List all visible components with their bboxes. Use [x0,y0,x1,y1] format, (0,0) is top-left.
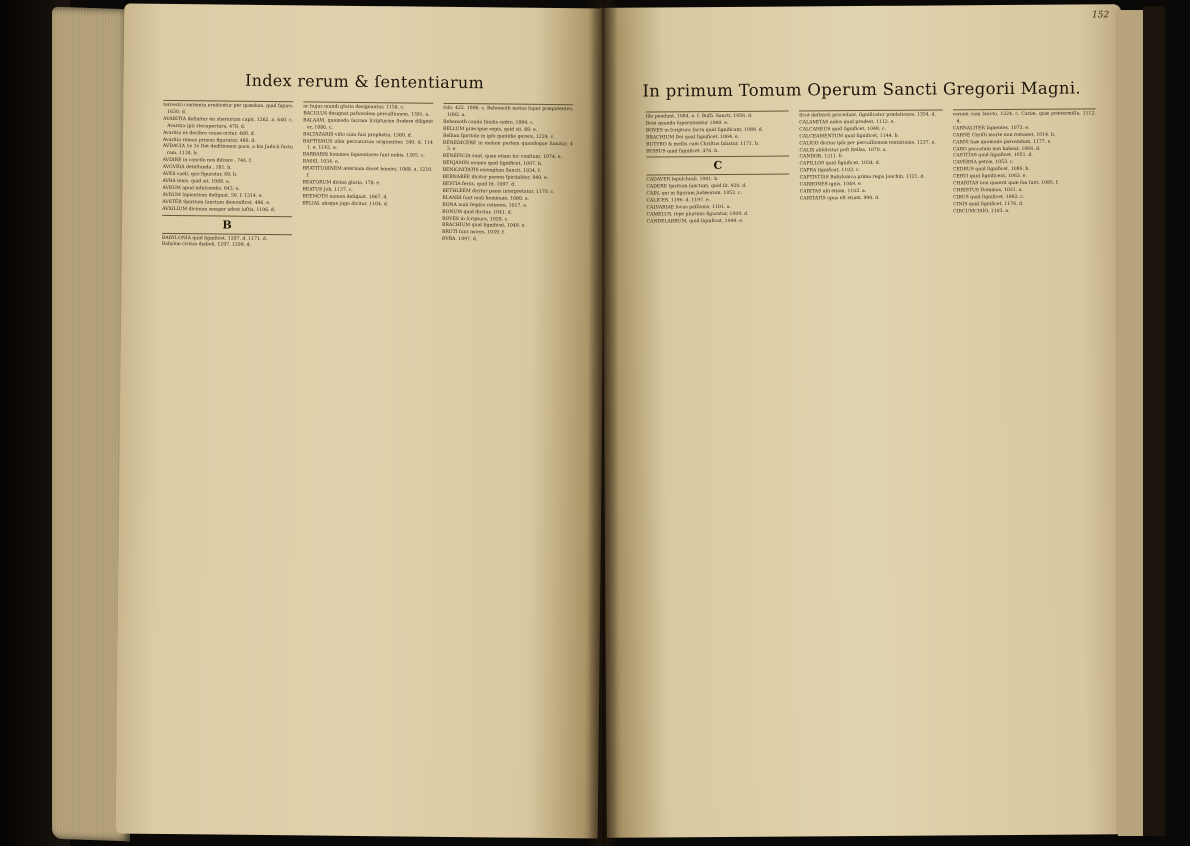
left-column-1b-entries [162,235,292,250]
index-entry: CADAVER ſepulchrali, 1001. b. [646,177,719,183]
index-entry: ſolo, 422. 1006. c. Behemoth motus ſuper præpotentes, 1092. a. [443,105,574,118]
index-entry: CHRISTUS Dominus, 1021. a. [953,187,1023,194]
column-rule [646,156,789,158]
index-entry: BASSI, 1034. e. [302,159,340,166]
column-rule [162,214,292,216]
right-column-1-entries [646,114,790,156]
right-column-2 [799,108,947,821]
index-entry: Babylon civitas diaboli, 1297. 1299. d. [161,242,252,249]
index-entry: ac hujus mundi gloria designantur, 1158. c. [303,104,405,111]
column-rule [303,101,433,103]
index-entry: Behemoth cauda ſimilis cedro, 1094. c. [443,119,535,126]
index-entry: BERNABEE dicitur parens ſpiritaliter, 940. e. [442,174,549,182]
index-entry: CASTITAS quid ſignificet, 1051. d. [952,153,1033,159]
index-entry: terrestri contemtu eradicetur per quædam, quid figure, 1630. d. [163,102,294,116]
index-entry: BONUM quid dicitur, 1041. d. [442,209,513,216]
index-entry: BETHLEEM dicitur panis interpretatur, 1170. c. [442,188,555,195]
index-entry: BRACHIUM quid ſignificet, 1049. e. [442,223,526,230]
index-entry: CARO peccatum non habeat, 1066. d. [952,146,1041,152]
index-entry: AVARITIA definitur en sheriorum capit, 1262. a. 640. c. Avaritia (pi) stecupertura, 478. d. [163,116,294,130]
index-entry: CIRCUMCISIO, 1103. a. [953,208,1010,215]
index-entry: CALIX abſolvitur poſt ſtellas, 1070. a. [799,147,887,153]
column-rule [952,108,1095,110]
left-page [116,3,607,838]
index-entry: ſicut deſtincti procedunt, ſignificatur prælationes, 1354. d. [799,112,937,119]
index-entry: BOVES in ſcriptura ſacra quid ſignificant, 1088. d. [645,127,764,134]
index-entry: CAPTIVITAS Babylonica prima regis Joachin, 1121. d. [799,174,925,181]
index-entry: variam cum ſancto, 1224. c. Cariæ, quæ prætermiſſa, 1112. d. [952,111,1096,125]
index-entry: BACULUS designat paſtoralem percuſſionem, 1391. a. [303,111,430,118]
left-page-header: Index rerum & ſententiarum [244,70,485,93]
index-entry: BEATITUDINEM æternam docet homini, 1068. a. 1210. f. [302,166,433,179]
index-entry: AVES caeli, quo figuratur, 69. b. [162,171,238,178]
index-entry: CARBONES ignis, 1049. e. [799,182,863,188]
page-number: 152 [1091,10,1110,21]
index-entry: BLANDI ſunt mali hominum, 1080. a. [442,195,530,202]
index-entry: BENIGNITATIS exemplum Sancti, 1034. f. [442,167,541,175]
index-entry: BVRA, 1097. d. [441,237,478,243]
index-entry: CAPILLOS quid ſignificet, 1034. d. [799,161,881,167]
index-entry: BUTYRO & mellis cum Chriſtus ſaliatur, 1171. b. [646,141,760,148]
left-column-1 [156,99,294,820]
index-entry: CALICES, 1196. d. 1197. e. [646,198,711,204]
index-entry: CALCEAMENTUM quid ſignificet, 1144. b. [799,133,900,140]
index-entry: AVSTER Spiritum ſanctum demonſtrat, 496. e. [162,199,271,206]
index-entry: CALIGO dicitur ipſa per percuſſionem tentationis, 1237. a. [799,140,936,147]
index-entry: CADERE ſpiritum ſanctum, quid ſit, 920. d. [646,184,747,190]
index-entry: Avaritia ramus primus figuratur, 480. d. [162,137,256,144]
column-rule [443,103,573,105]
index-entry: BRACHIUM Dei quid ſignificet, 1064. e. [645,134,740,141]
index-entry: Boni quando ſupernitantur 1060. e. [645,120,729,127]
index-entry: CAIN, qui in figuram Judæorum, 1052. c. [646,191,743,197]
right-column-1 [646,110,794,823]
index-entry: AVDACIA 1e 1e Det deditionem pace, a bis Judicii facturam, 1134. b. [162,144,293,157]
left-page-columns [156,99,574,823]
column-rule [799,109,942,111]
index-entry: AVRUM apud infulcendis, 643. a. [162,185,240,192]
index-entry: BESTIA ferox, quid ſit, 1097. d. [442,181,516,188]
index-entry: AVGVRIA deteſtanda , 181. b. [162,165,232,171]
index-entry: CAMELUS, ſepe plurimis figuratur, 1009. d. [646,211,749,218]
right-page-header: In primum Tomum Operum Sancti Gregorii Magni. [642,78,1081,101]
index-entry: BALAAM, quomodo ſacram ſcripturam ſtudere diligenter, 1086. c. [303,118,434,131]
index-entry: CALAMITAS nobis quid prodest, 1112. e. [799,119,895,126]
index-entry: BENEDICERE in malum partem quandoque ſumitur, 43. e. [442,140,573,153]
book-gutter [588,0,618,846]
right-page [601,4,1127,838]
index-entry: CARITATIS opus eſt etiam, 990. d. [799,195,880,202]
column-rule [646,111,789,113]
index-entry: BENJAMIN nomen quid ſignificet, 1097. b. [442,161,543,168]
left-column-1-entries [162,103,293,215]
index-entry: CERVI quid ſignificent, 1063. e. [952,174,1027,180]
right-column-3-entries [953,111,1097,216]
index-entry: CINIS quid ſignificet, 1178. d. [953,201,1024,208]
index-entry: CALCANEUS quid ſignificet, 1048. c. [799,126,886,133]
index-entry: CALVARIAE locus paſſionis, 1101. a. [646,204,732,211]
index-entry: BELLUM præcipue regis, quid sit, 89. e. [443,126,538,133]
index-entry: CARNALITER ſapientes, 1073. e. [952,125,1030,132]
index-entry: AVRA lenis, quid sit, 1068. a. [162,178,231,185]
index-entry: BYSSUS quid ſignificet, 476. b. [646,148,719,155]
index-entry: CANDELABRUM, quid ſignificat, 1044. e. [646,218,744,225]
column-rule [646,174,789,176]
index-entry: BEATUS Job, 1137. c. [302,187,353,193]
index-entry: CAPRA ſignificat, 1103. c. [799,168,861,174]
left-column-3-entries [442,106,573,245]
index-entry: CARITAS ubi etiam, 1163. a. [799,188,867,195]
index-entry: AVRUM ſapientiam deſignat, 50. f. 1314. e. [162,192,263,199]
index-entry: Bellum ſpiritale in ipſo quotidie gerere, 1224. c. [442,133,555,140]
index-entry: BABYLONIA quid ſignificet, 1297. d. 1171. d. [161,235,268,242]
index-entry: CEDRUS quid ſignificet, 1086. b. [952,167,1030,173]
column-rule [162,232,292,234]
index-entry: BONA mali ſeipſos retinere, 1017. e. [442,202,528,209]
index-entry: BRUTI ſunt mores, 1039. f. [441,230,505,236]
book-cover-right [1143,6,1165,836]
index-entry: BEATORUM divina gloria, 178. e. [302,180,381,187]
left-column-2 [296,100,434,821]
index-entry: CAVERNA petræ, 1053. c. [952,160,1014,166]
index-entry: BOVES in ſcriptura, 1028. c. [442,216,509,223]
right-page-columns [646,107,1101,822]
index-entry: AVXILIUM divinum semper adest iuſtis, 1196. d. [162,206,276,213]
index-entry: BARBARIS homines ſapientiores ſunt nobis, 1305. c. [302,152,425,159]
right-column-3 [952,107,1100,820]
index-entry: BEEMOTH nomen deſignat, 1067. d. [302,194,388,201]
section-letter-c: C [713,159,723,173]
column-rule [163,100,293,102]
index-entry: CARNI ſuæ quomodo parcendum, 1177. e. [952,139,1052,145]
index-entry: Avaritia ex decibro cause oritur, 480. d. [162,130,256,137]
right-column-1c-entries [646,177,790,226]
index-entry: AVDIRE in conciſe nos diſcere , 746. f. [162,158,252,165]
section-letter-b: B [222,218,232,232]
index-entry: BALTAZARIS viſio cum fuis prophetia, 1360. d. [302,132,413,139]
right-column-2-entries [799,112,943,203]
index-entry: ſile pendunt, 1084. e. f. Buſſi. Sancti, 1056. d. [645,113,753,120]
index-entry: CARNE Chriſti morte non remanet, 1014. b. [952,132,1056,139]
index-entry: CANDOR, 1211. b. [799,154,844,160]
left-column-2-entries [302,104,433,209]
index-entry: CIBUS quid ſignificet, 1092. c. [953,194,1025,201]
left-column-3 [436,102,574,823]
index-entry: CHARITAS non quaerit quæ ſua ſunt, 1085. f. [952,180,1059,187]
index-entry: BAPTISMUS olim peccatorum originaliter, 100. d. 1141. e. 1142. a. [302,138,433,152]
index-entry: BENEFICIA sunt, quae etiam hic conſtant, 1074. e. [442,154,563,161]
index-entry: BELIAL absque jugo dicitur, 1104. d. [302,201,389,207]
